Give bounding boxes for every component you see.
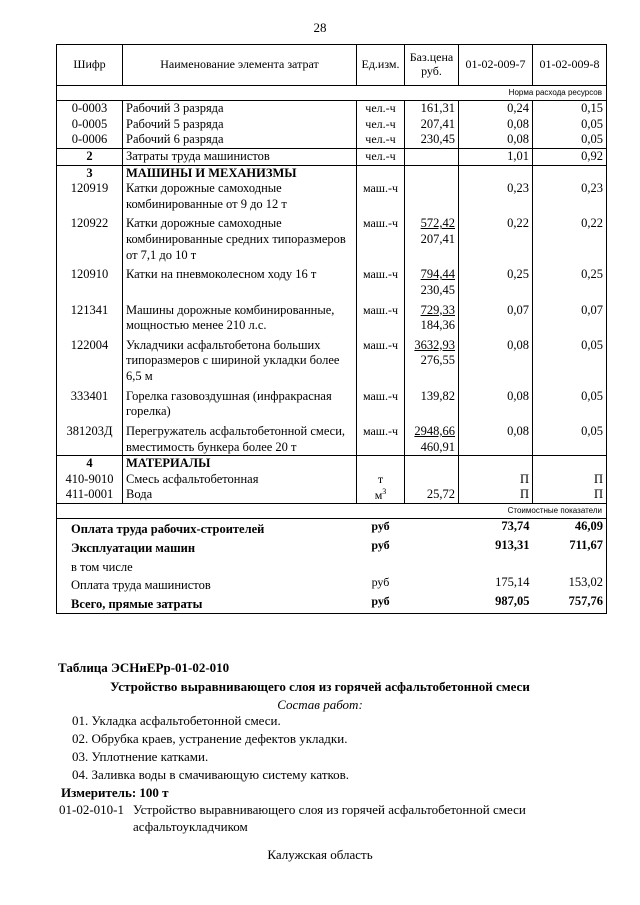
summary-value-1: 73,74 — [501, 519, 530, 534]
table-row — [57, 132, 607, 148]
row-unit: чел.-ч — [357, 132, 405, 148]
row-unit-superscript: 3 — [382, 487, 387, 497]
table-subtitle: Устройство выравнивающего слоя из горячей асфальтобетонной смеси — [110, 679, 530, 694]
row-name: Рабочий 6 разряда — [123, 132, 357, 148]
row-price-cell — [405, 385, 459, 420]
row-code: 333401 — [57, 385, 123, 420]
row-price — [405, 472, 459, 488]
row-unit: маш.-ч — [357, 181, 405, 212]
row-value-2: 0,92 — [533, 148, 607, 165]
row-name: Смесь асфальтобетонная — [123, 472, 357, 488]
summary-label: в том числе — [57, 557, 357, 576]
table-header-row — [57, 45, 607, 86]
composition-title: Состав работ: — [277, 697, 363, 712]
row-name: Машины дорожные комбинированные, мощностью менее 210 л.с. — [123, 299, 357, 334]
row-code: 120922 — [57, 212, 123, 263]
summary-row — [57, 557, 607, 576]
row-code: 120919 — [57, 181, 123, 212]
row-value-2: 0,22 — [533, 212, 607, 263]
header-unit: Ед.изм. — [357, 45, 405, 86]
row-name: Укладчики асфальтобетона больших типоразмеров с шириной укладки более 6,5 м — [123, 334, 357, 385]
summary-value-1: 913,31 — [495, 538, 530, 552]
row-price-cell — [405, 212, 459, 263]
row-price-cell — [405, 420, 459, 456]
row-price-machinist: 276,55 — [420, 353, 455, 368]
summary-unit: руб — [371, 575, 390, 590]
summary-value-2: 757,76 — [533, 594, 607, 613]
machinist-row — [57, 148, 607, 165]
table-row — [57, 487, 607, 504]
footer-region: Калужская область — [267, 847, 373, 862]
meter: Измеритель: 100 т — [61, 785, 169, 800]
section-code: 4 — [57, 456, 123, 472]
summary-value-2: 711,67 — [533, 538, 607, 557]
summary-label: Оплата труда машинистов — [57, 575, 357, 594]
row-unit: чел.-ч — [357, 148, 405, 165]
row-price: 794,44 — [420, 267, 455, 282]
summary-unit: руб — [357, 594, 405, 613]
row-unit: чел.-ч — [357, 117, 405, 133]
summary-value-2: 153,02 — [533, 575, 607, 594]
item-code: 01-02-010-1 — [59, 802, 124, 817]
row-value-2: 0,05 — [533, 420, 607, 456]
row-value-2: 0,05 — [533, 132, 607, 148]
row-price-cell — [405, 263, 459, 298]
row-price-cell — [405, 334, 459, 385]
summary-row — [57, 538, 607, 557]
row-unit: маш.-ч — [357, 385, 405, 420]
table-row — [57, 263, 607, 298]
summary-spacer — [405, 594, 459, 613]
row-unit: м — [374, 488, 383, 503]
row-price: 3632,93 — [414, 337, 455, 352]
summary-value-1 — [459, 557, 533, 576]
header-price: Баз.цена руб. — [405, 45, 459, 86]
row-price-machinist: 230,45 — [420, 282, 455, 297]
row-code: 121341 — [57, 299, 123, 334]
table-row — [57, 117, 607, 133]
row-value-1: 0,08 — [459, 132, 533, 148]
row-value-1: 0,23 — [459, 181, 533, 212]
row-price-cell — [405, 181, 459, 212]
summary-value-2 — [533, 557, 607, 576]
row-value-1: 0,25 — [459, 263, 533, 298]
table-row — [57, 334, 607, 385]
row-value-1: П — [459, 487, 533, 504]
table-row — [57, 101, 607, 117]
work-item: 02. Обрубка краев, устранение дефектов укладки. — [72, 731, 348, 746]
row-price-machinist: 207,41 — [420, 232, 455, 246]
row-price: 25,72 — [405, 487, 459, 504]
row-value-2: П — [533, 472, 607, 488]
section-title: МАШИНЫ И МЕХАНИЗМЫ — [123, 165, 357, 181]
row-name: Горелка газовоздушная (инфракрасная горелка) — [123, 385, 357, 420]
row-code: 0-0006 — [57, 132, 123, 148]
norm-label: Норма расхода ресурсов — [57, 86, 607, 101]
row-name: Катки дорожные самоходные комбинированные от 9 до 12 т — [123, 181, 357, 212]
section-row-materials — [57, 456, 607, 472]
row-value-2: П — [533, 487, 607, 504]
resource-norms-table — [56, 44, 607, 614]
row-unit: маш.-ч — [357, 334, 405, 385]
header-code: Шифр — [57, 45, 123, 86]
summary-label: Оплата труда рабочих-строителей — [57, 519, 357, 538]
table-row — [57, 385, 607, 420]
cost-label: Стоимостные показатели — [57, 504, 607, 519]
row-unit: маш.-ч — [357, 299, 405, 334]
row-value-2: 0,07 — [533, 299, 607, 334]
row-value-1: 1,01 — [459, 148, 533, 165]
row-unit: маш.-ч — [357, 263, 405, 298]
row-price — [405, 148, 459, 165]
row-price: 161,31 — [405, 101, 459, 117]
table-row — [57, 299, 607, 334]
row-value-1: 0,07 — [459, 299, 533, 334]
row-value-2: 0,05 — [533, 334, 607, 385]
summary-spacer — [405, 519, 459, 538]
row-code: 0-0005 — [57, 117, 123, 133]
row-name: Вода — [123, 487, 357, 504]
item-text: Устройство выравнивающего слоя из горячей асфальтобетонной смеси асфальтоукладчиком — [133, 802, 526, 834]
table-row — [57, 181, 607, 212]
row-name: Рабочий 3 разряда — [123, 101, 357, 117]
row-price: 572,42 — [420, 216, 455, 231]
row-price-machinist: 460,91 — [420, 439, 455, 454]
work-item: 04. Заливка воды в смачивающую систему катков. — [72, 767, 350, 782]
row-value-1: 0,08 — [459, 420, 533, 456]
row-code: 0-0003 — [57, 101, 123, 117]
summary-value-2: 46,09 — [533, 519, 607, 538]
summary-unit: руб — [371, 519, 390, 534]
work-item: 03. Уплотнение катками. — [72, 749, 209, 764]
row-code: 410-9010 — [57, 472, 123, 488]
summary-unit — [357, 557, 405, 576]
row-value-1: 0,22 — [459, 212, 533, 263]
summary-unit: руб — [371, 538, 390, 552]
row-price: 139,82 — [420, 388, 455, 403]
section-row-machines — [57, 165, 607, 181]
row-code: 2 — [57, 148, 123, 165]
row-value-2: 0,05 — [533, 117, 607, 133]
section-title: МАТЕРИАЛЫ — [123, 456, 357, 472]
row-unit: т — [377, 471, 384, 486]
page-number: 28 — [313, 20, 327, 35]
summary-label: Эксплуатации машин — [57, 538, 357, 557]
row-price-cell — [405, 299, 459, 334]
row-name: Катки на пневмоколесном ходу 16 т — [123, 263, 357, 298]
summary-row — [57, 575, 607, 594]
row-name: Катки дорожные самоходные комбинированные средних типоразмеров от 7,1 до 10 т — [123, 212, 357, 263]
row-price: 2948,66 — [414, 423, 455, 438]
row-unit: маш.-ч — [357, 420, 405, 456]
row-price: 230,45 — [405, 132, 459, 148]
summary-spacer — [405, 557, 459, 576]
row-value-2: 0,05 — [533, 385, 607, 420]
row-code: 411-0001 — [57, 487, 123, 504]
summary-spacer — [405, 575, 459, 594]
row-value-1: 0,08 — [459, 334, 533, 385]
summary-spacer — [405, 538, 459, 557]
table-row — [57, 472, 607, 488]
row-value-1: 0,08 — [459, 385, 533, 420]
summary-row — [57, 519, 607, 538]
row-unit-cell — [357, 472, 405, 488]
section-code: 3 — [57, 165, 123, 181]
row-value-2: 0,15 — [533, 101, 607, 117]
header-col1: 01-02-009-7 — [459, 45, 533, 86]
row-value-2: 0,25 — [533, 263, 607, 298]
work-item: 01. Укладка асфальтобетонной смеси. — [72, 713, 281, 728]
cost-label-row — [57, 504, 607, 519]
row-code: 381203Д — [57, 420, 123, 456]
row-name: Перегружатель асфальтобетонной смеси, вместимость бункера более 20 т — [123, 420, 357, 456]
row-code: 122004 — [57, 334, 123, 385]
header-name: Наименование элемента затрат — [123, 45, 357, 86]
table-row — [57, 420, 607, 456]
summary-label: Всего, прямые затраты — [57, 594, 357, 613]
row-name: Рабочий 5 разряда — [123, 117, 357, 133]
row-unit-cell — [357, 487, 405, 504]
summary-row — [57, 594, 607, 613]
summary-value-1: 987,05 — [459, 594, 533, 613]
row-value-1: П — [459, 472, 533, 488]
row-unit: маш.-ч — [357, 212, 405, 263]
table-title: Таблица ЭСНиЕРр-01-02-010 — [58, 660, 230, 675]
row-code: 120910 — [57, 263, 123, 298]
row-price-machinist: 184,36 — [420, 318, 455, 333]
row-price: 729,33 — [420, 302, 455, 317]
row-value-1: 0,08 — [459, 117, 533, 133]
row-unit: чел.-ч — [357, 101, 405, 117]
row-price: 207,41 — [405, 117, 459, 133]
norm-label-row — [57, 86, 607, 101]
summary-value-1: 175,14 — [495, 575, 530, 590]
row-value-1: 0,24 — [459, 101, 533, 117]
table-row — [57, 212, 607, 263]
row-value-2: 0,23 — [533, 181, 607, 212]
row-name: Затраты труда машинистов — [123, 148, 357, 165]
header-col2: 01-02-009-8 — [533, 45, 607, 86]
